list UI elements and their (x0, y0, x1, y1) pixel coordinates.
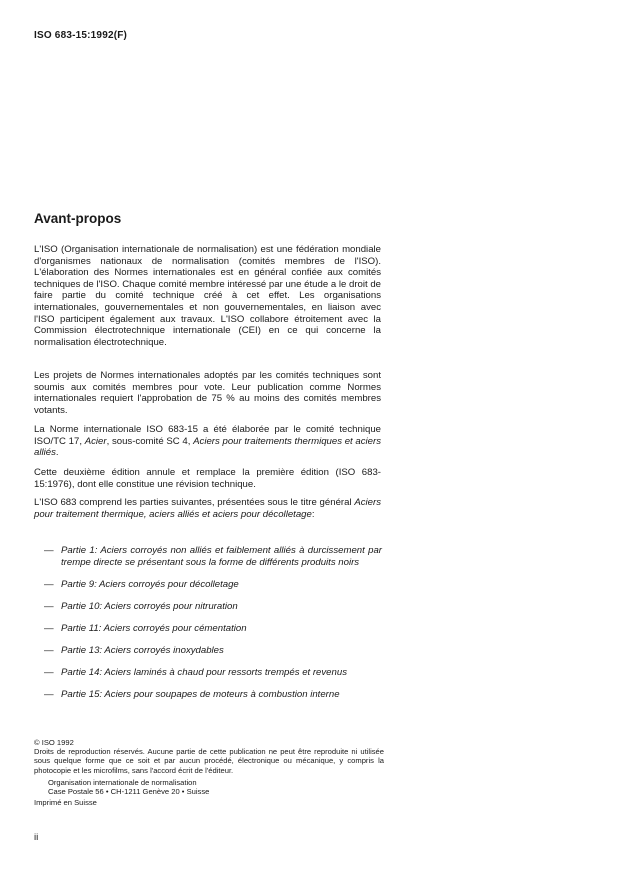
paragraph-edition: Cette deuxième édition annule et remplace la première édition (ISO 683-15:1976), dont elle constitue une révision technique. (34, 467, 381, 490)
p5-text-b: Aciers pour traitement thermique, aciers alliés et aciers pour décolletage (34, 497, 381, 520)
p3-text-a: La Norme internationale ISO 683-15 a été élaborée par le comité technique ISO/TC 17, (34, 424, 381, 447)
list-item (44, 645, 382, 657)
list-item-text: Partie 1: Aciers corroyés non alliés et faiblement alliés à durcissement par trempe directe se présentant sous la forme de différents produits noirs (61, 545, 382, 568)
printed-in: Imprimé en Suisse (34, 798, 97, 808)
list-item (44, 667, 382, 679)
p3-text-e: . (55, 447, 59, 459)
list-item-text: Partie 9: Aciers corroyés pour décolletage (61, 578, 239, 590)
postal-address: Case Postale 56 • CH-1211 Genève 20 • Suisse (48, 787, 210, 797)
list-item (44, 689, 382, 701)
list-dash: — (44, 644, 54, 656)
reproduction-rights: Droits de reproduction réservés. Aucune partie de cette publication ne peut être reproduite ni utilisée sous quelque forme que ce soit et par aucun procédé, électronique ou mécanique, y compris la photocopie et les microfilms, sans l'accord écrit de l'éditeur. (34, 747, 384, 775)
p3-text-b: Acier (84, 435, 107, 447)
document-id-header: ISO 683-15:1992(F) (34, 30, 128, 41)
p5-text-a: L'ISO 683 comprend les parties suivantes, présentées sous le titre général (34, 497, 355, 508)
list-dash: — (44, 622, 54, 634)
publisher-address (34, 778, 384, 796)
list-item (44, 601, 382, 613)
publisher-name: Organisation internationale de normalisation (48, 777, 197, 787)
copyright-notice: © ISO 1992 (34, 738, 74, 747)
section-title: Avant-propos (34, 211, 122, 226)
page-number: ii (34, 832, 39, 843)
list-dash: — (44, 600, 54, 612)
list-dash: — (44, 689, 54, 701)
paragraph-parts-intro (34, 497, 381, 520)
list-item-text: Partie 11: Aciers corroyés pour cémentation (61, 622, 247, 634)
list-item-text: Partie 13: Aciers corroyés inoxydables (61, 644, 224, 656)
parts-list (44, 545, 382, 711)
paragraph-committee (34, 424, 381, 459)
list-item (44, 623, 382, 635)
copyright-block (34, 738, 384, 807)
list-item (44, 579, 382, 591)
paragraph-iso-description: L'ISO (Organisation internationale de normalisation) est une fédération mondiale d'organismes nationaux de normalisation (comités membres de l'ISO). L'élaboration des Normes internationales est en général confiée aux comités techniques de l'ISO. Chaque comité membre intéressé par une étude a le droit de faire partie du comité technique créé à cet effet. Les organisations internationales, gouvernementales et non gouvernementales, en liaison avec l'ISO participent également aux travaux. L'ISO collabore étroitement avec la Commission électrotechnique internationale (CEI) en ce qui concerne la normalisation électrotechnique. (34, 244, 381, 348)
p3-text-d: Aciers pour traitements thermiques et aciers alliés (34, 435, 382, 459)
list-item-text: Partie 15: Aciers pour soupapes de moteurs à combustion interne (61, 689, 340, 701)
list-dash: — (44, 545, 54, 556)
p5-text-c: : (311, 508, 315, 520)
list-item-text: Partie 14: Aciers laminés à chaud pour ressorts trempés et revenus (61, 667, 347, 679)
list-dash: — (44, 578, 54, 590)
p3-text-c: , sous-comité SC 4, (106, 435, 194, 447)
list-dash: — (44, 667, 54, 679)
list-item-text: Partie 10: Aciers corroyés pour nitruration (61, 600, 238, 612)
list-item (44, 545, 382, 568)
paragraph-draft-standards: Les projets de Normes internationales adoptés par les comités techniques sont soumis aux comités membres pour vote. Leur publication comme Normes internationales requiert l'approbation de 75 % au moins des comités membres votants. (34, 370, 381, 416)
